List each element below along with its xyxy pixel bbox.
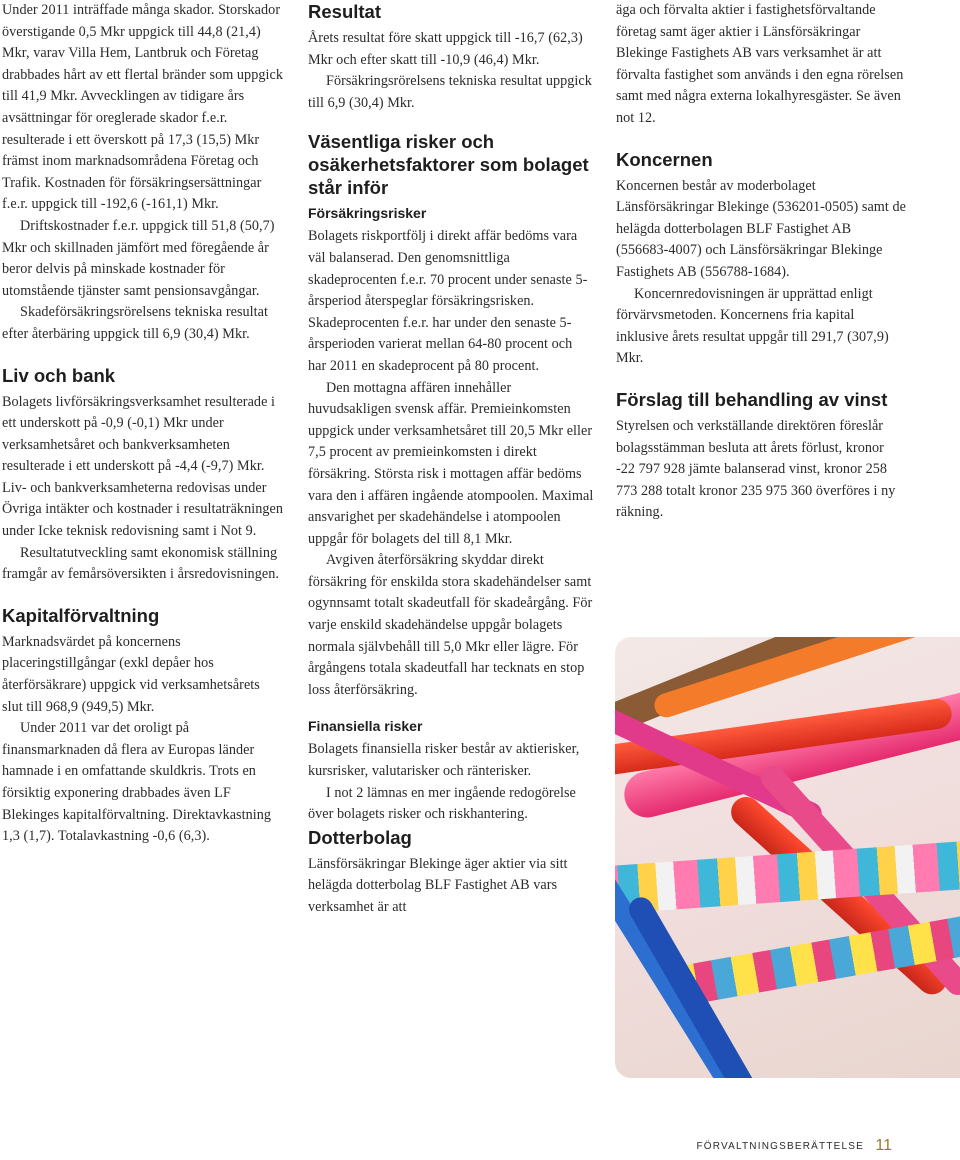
paragraph: Under 2011 var det oroligt på finansmarknaden då flera av Europas länder hamnade i en omfattande skuldkris. Trots en försiktig exponering drabbades även LF Blekinges kapitalförvaltning. Direktavkastning 1,3 (1,7). Totalavkastning -0,6 (6,3).	[2, 720, 272, 845]
heading-liv-och-bank: Liv och bank	[2, 364, 116, 386]
subheading-finansiella-risker: Finansiella risker	[308, 718, 423, 735]
paragraph: Skadeförsäkringsrörelsens tekniska resultat efter återbäring uppgick till 6,9 (30,4) Mkr.	[2, 304, 268, 342]
paragraph: Resultatutveckling samt ekonomisk ställning framgår av femårsöversikten i årsredovisningen.	[2, 544, 279, 583]
paragraph: Koncernredovisningen är upprättad enligt förvärvsmetoden. Koncernens fria kapital inklusive årets resultat uppgår till 291,7 (307,9) Mkr.	[616, 285, 889, 367]
text-column-1	[2, 0, 284, 848]
paragraph: Länsförsäkringar Blekinge äger aktier via sitt helägda dotterbolag BLF Fastighet AB vars verksamhet är att	[308, 855, 568, 915]
text-column-3	[616, 0, 906, 524]
heading-vasentliga-risker: Väsentliga risker och osäkerhetsfaktorer som bolaget står inför	[308, 131, 589, 199]
heading-kapitalforvaltning: Kapitalförvaltning	[2, 604, 160, 626]
heading-forslag-vinst: Förslag till behandling av vinst	[616, 388, 888, 410]
paragraph: Den mottagna affären innehåller huvudsakligen svensk affär. Premieinkomsten uppgick under verksamhetsåret till 20,5 Mkr eller 7,5 procent av premieinkomsten i direkt försäkring. Största risk i mottagen affär bedöms vara den i affären ingående atompoolen. Maximal ansvarighet per skadehändelse i atompoolen uppgår för bolagets del till 8,1 Mkr.	[308, 379, 594, 547]
text-column-2	[308, 0, 594, 919]
subheading-forsakringsrisker: Försäkringsrisker	[308, 205, 427, 222]
paragraph: Bolagets livförsäkringsverksamhet resulterade i ett underskott på -0,9 (-0,1) Mkr under verksamhetsåret och bankverksamheten resulterade i ett underskott på -4,4 (-9,7) Mkr. Liv- och bankverksamheterna redovisas under Övriga intäkter och kostnader i resultaträkningen under Icke teknisk redovisning samt i Not 9.	[2, 393, 283, 540]
paragraph: Under 2011 inträffade många skador. Storskador överstigande 0,5 Mkr uppgick till 44,8 (21,4) Mkr, varav Villa Hem, Lantbruk och Företag drabbades hårt av ett flertal bränder som uppgick till 41,9 Mkr. Avvecklingen av tidigare års avsättningar för oreglerade skador f.e.r. resulterade i ett överskott på 17,3 (15,5) Mkr främst inom marknadsområdena Företag och Trafik. Kostnaden för försäkringsersättningar f.e.r. uppgick till -192,6 (-161,1) Mkr.	[2, 2, 283, 213]
pencils-photo	[615, 637, 960, 1078]
heading-dotterbolag: Dotterbolag	[308, 826, 412, 848]
paragraph: Driftskostnader f.e.r. uppgick till 51,8 (50,7) Mkr och skillnaden jämfört med föregående år beror delvis på minskade kostnader för utomstående tjänster samt pensionsavgångar.	[2, 217, 275, 299]
paragraph: Bolagets finansiella risker består av aktierisker, kursrisker, valutarisker och ränterisker.	[308, 741, 580, 780]
paragraph: Avgiven återförsäkring skyddar direkt försäkring för enskilda stora skadehändelser samt ogynnsamt totalt skadeutfall för skadeårgång. För varje enskild skadehändelse uppgår bolagets normala självbehåll till 5,0 Mkr eller lägre. För årgångens totala skadeutfall har tecknats en stop loss återförsäkring.	[308, 552, 593, 698]
paragraph: Koncernen består av moderbolaget Länsförsäkringar Blekinge (536201-0505) samt de helägda dotterbolagen BLF Fastighet AB (556683-4007) och Länsförsäkringar Blekinge Fastighets AB (556788-1684).	[616, 177, 906, 280]
page-number: 11	[875, 1137, 892, 1154]
paragraph: Styrelsen och verkställande direktören föreslår bolagsstämman besluta att årets förlust, kronor -22 797 928 jämte balanserad vinst, kronor 258 773 288 totalt kronor 235 975 360 överföres i ny räkning.	[616, 417, 896, 521]
footer-section-label: FÖRVALTNINGSBERÄTTELSE	[696, 1141, 864, 1152]
heading-koncernen: Koncernen	[616, 148, 713, 170]
paragraph: äga och förvalta aktier i fastighetsförvaltande företag samt äger aktier i Länsförsäkringar Blekinge Fastighets AB vars verksamhet är att förvalta fastighet som används i den egna rörelsen samt med några externa lokalhyresgäster. Se även not 12.	[616, 2, 904, 126]
paragraph: Bolagets riskportfölj i direkt affär bedöms vara väl balanserad. Den genomsnittliga skadeprocenten f.e.r. 70 procent under senaste 5-årsperiod återspeglar försäkringsrisken. Skadeprocenten f.e.r. har under den senaste 5-årsperioden varierat mellan 64-80 procent och har 2011 en skadeprocent på 80 procent.	[308, 228, 588, 374]
paragraph: Årets resultat före skatt uppgick till -16,7 (62,3) Mkr och efter skatt till -10,9 (46,4) Mkr.	[308, 30, 583, 68]
paragraph: Marknadsvärdet på koncernens placeringstillgångar (exkl depåer hos återförsäkrare) uppgick vid verksamhetsårets slut till 968,9 (949,5) Mkr.	[2, 633, 260, 715]
heading-resultat: Resultat	[308, 1, 381, 22]
paragraph: Försäkringsrörelsens tekniska resultat uppgick till 6,9 (30,4) Mkr.	[308, 73, 592, 111]
paragraph: I not 2 lämnas en mer ingående redogörelse över bolagets risker och riskhantering.	[308, 784, 576, 823]
